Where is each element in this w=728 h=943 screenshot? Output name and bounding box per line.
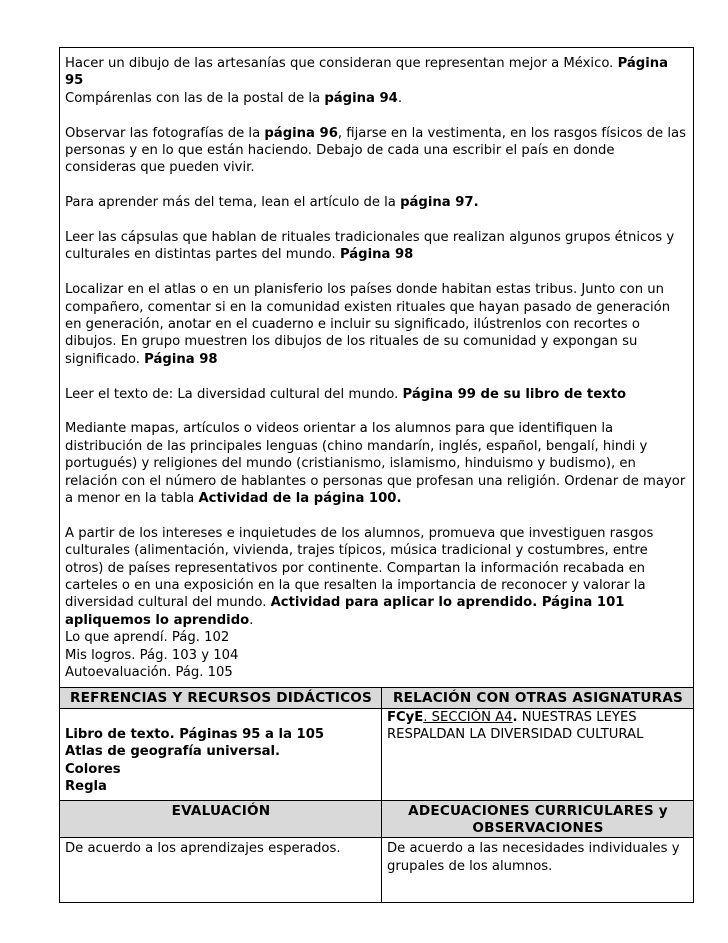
activity-5: Localizar en el atlas o en un planisferio los países donde habitan estas tribus. Junto con un compañero, comentar si en la comunidad existen rituales que hayan pasado de generación en generación, anotar en el cuaderno e incluir su significado, ilústrenlos con recortes o dibujos. En grupo muestren los dibujos de los rituales de su comunidad y expongan su significado. Página 98	[65, 282, 671, 367]
other-subjects-header: RELACIÓN CON OTRAS ASIGNATURAS	[382, 687, 694, 708]
evaluation-header-row	[60, 800, 694, 838]
resource-item: Libro de texto. Páginas 95 a la 105	[65, 726, 325, 742]
activity-7: Mediante mapas, artículos o videos orientar a los alumnos para que identifiquen la distribución de las principales lenguas (chino mandarín, inglés, español, bengalí, hindi y portugués) y religiones del mundo (cristianismo, islamismo, hinduismo y budismo), en relación con el número de hablantes o personas que profesan una religión. Ordenar de mayor a menor en la tabla Actividad de la página 100.	[65, 421, 686, 507]
resource-item: Atlas de geografía universal.	[65, 744, 280, 760]
activity-8: A partir de los intereses e inquietudes de los alumnos, promueva que investiguen rasgos culturales (alimentación, vivienda, trajes típicos, música tradicional y costumbres, entre otros) de países representativos por continente. Compartan la información recabada en carteles o en una exposición en la que resalten la importancia de reconocer y valorar la diversidad cultural del mundo. Actividad para aplicar lo aprendido. Página 101 apliquemos lo aprendido.	[65, 525, 654, 628]
activity-1-compare: Compárenlas con las de la postal de la página 94.	[65, 90, 403, 106]
evaluation-header: EVALUACIÓN	[60, 800, 382, 838]
resources-row	[60, 708, 694, 800]
resources-header: REFRENCIAS Y RECURSOS DIDÁCTICOS	[60, 687, 382, 708]
activities-cell	[60, 48, 694, 688]
evaluation-row	[60, 838, 694, 903]
resources-list	[60, 708, 382, 800]
activity-3: Para aprender más del tema, lean el artículo de la página 97.	[65, 195, 479, 211]
adaptations-header: ADECUACIONES CURRICULARES y OBSERVACIONES	[382, 800, 694, 838]
resources-header-row	[60, 687, 694, 708]
activity-2: Observar las fotografías de la página 96, fijarse en la vestimenta, en los rasgos físicos de las personas y en lo que están haciendo. Debajo de cada una escribir el país en donde consideras que pueden vivir.	[65, 125, 686, 176]
activity-10: Mis logros. Pág. 103 y 104	[65, 647, 239, 663]
activity-11: Autoevaluación. Pág. 105	[65, 665, 233, 681]
other-subjects-cell	[382, 708, 694, 800]
evaluation-cell: De acuerdo a los aprendizajes esperados.	[60, 838, 382, 903]
activity-9: Lo que aprendí. Pág. 102	[65, 630, 230, 646]
activity-6: Leer el texto de: La diversidad cultural del mundo. Página 99 de su libro de texto	[65, 386, 627, 402]
lesson-plan-page	[59, 47, 693, 903]
resource-item: Colores	[65, 761, 121, 777]
activities-row	[60, 48, 694, 688]
activity-4: Leer las cápsulas que hablan de rituales tradicionales que realizan algunos grupos étnicos y culturales en distintas partes del mundo. Página 98	[65, 230, 675, 263]
lesson-plan-table	[59, 47, 694, 903]
adaptations-cell: De acuerdo a las necesidades individuales y grupales de los alumnos.	[382, 838, 694, 903]
resource-item: Regla	[65, 779, 107, 795]
activity-1: Hacer un dibujo de las artesanías que consideran que representan mejor a México. Página 95	[65, 56, 669, 89]
other-subjects-text: FCyE. SECCIÓN A4. NUESTRAS LEYES RESPALDAN LA DIVERSIDAD CULTURAL	[387, 709, 644, 743]
